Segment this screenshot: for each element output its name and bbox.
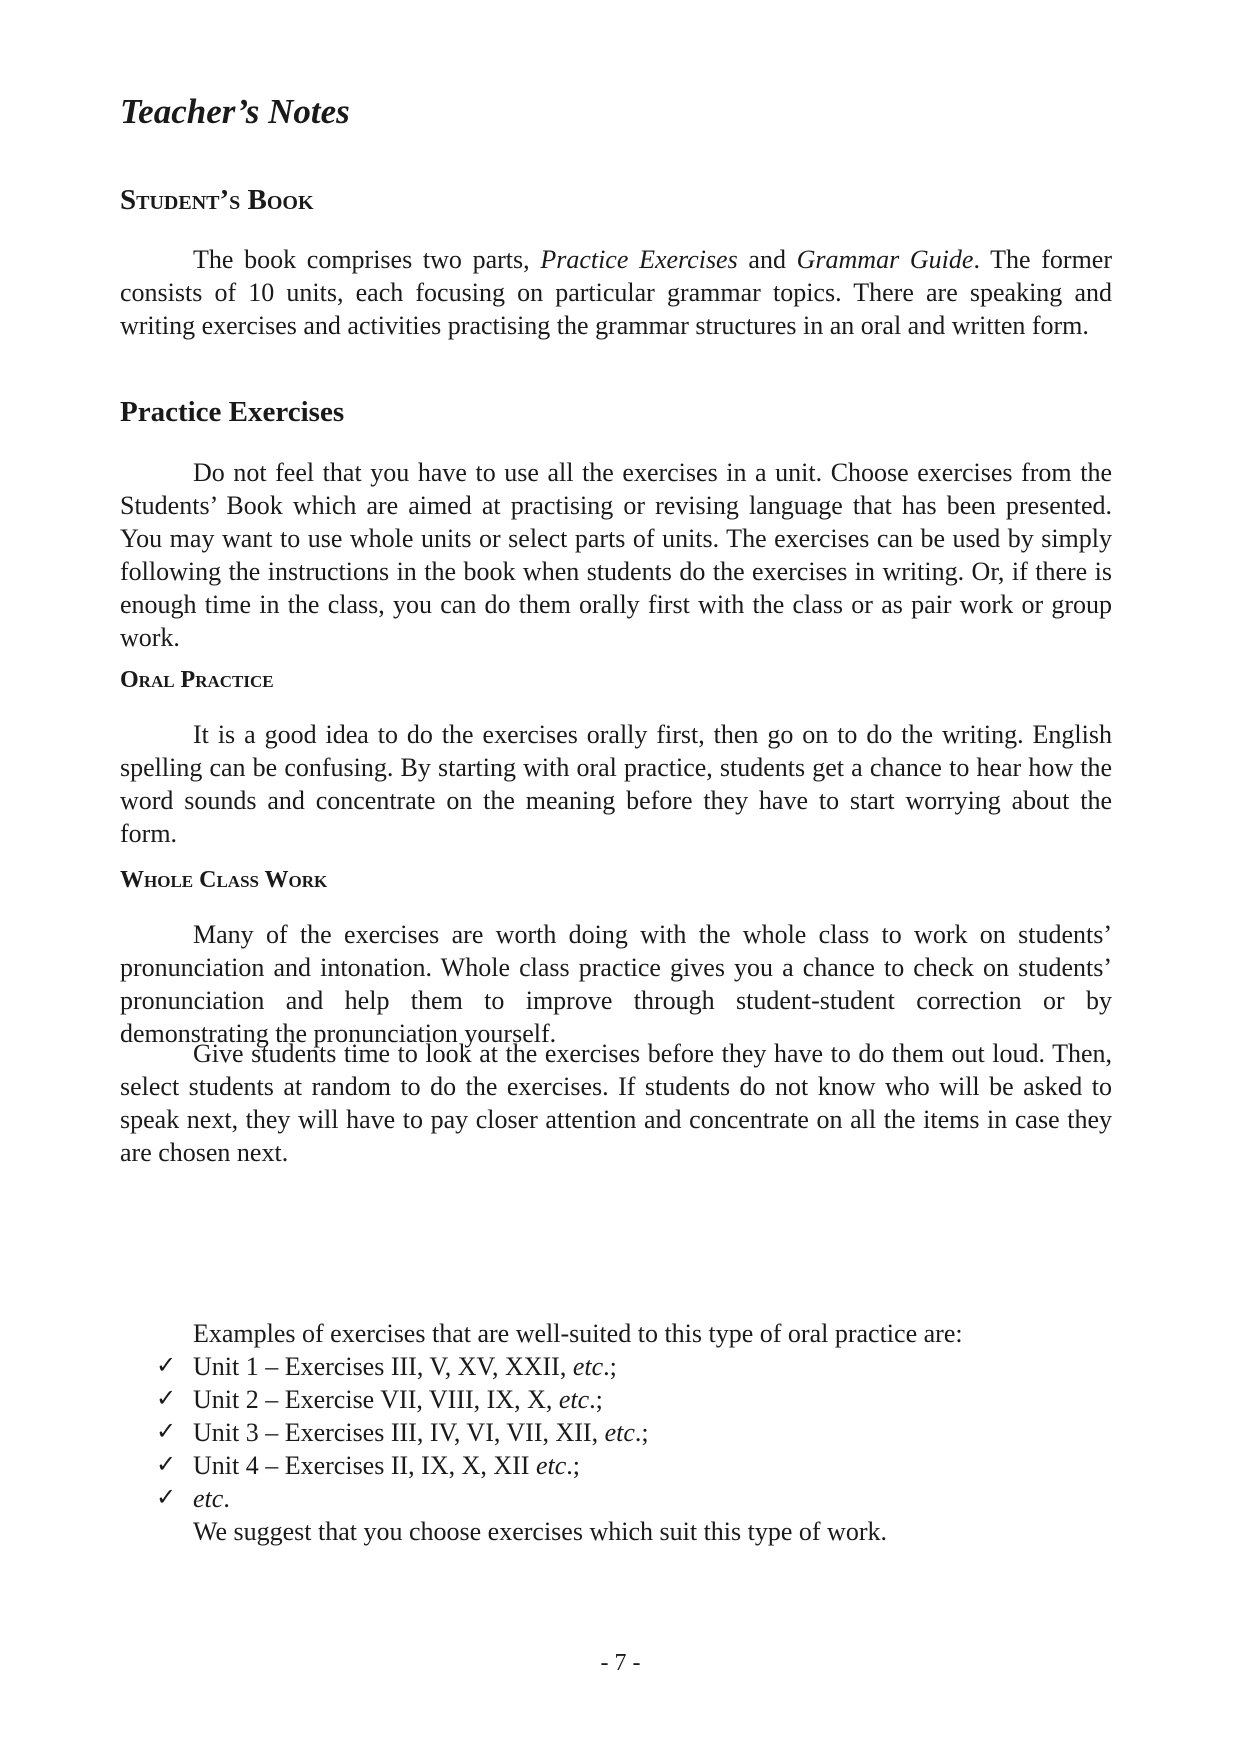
grammar-guide-term: Grammar Guide bbox=[796, 245, 974, 274]
list-item: ✓ Unit 2 – Exercise VII, VIII, IX, X, etc.; bbox=[156, 1385, 603, 1414]
checkmark-icon: ✓ bbox=[156, 1452, 177, 1478]
oral-practice-paragraph: It is a good idea to do the exercises orally first, then go on to do the writing. English spelling can be confusing. By starting with oral practice, students get a chance to hear how the word sounds and concentrate on the meaning before they have to start worrying about the form. bbox=[120, 720, 1112, 848]
list-item: ✓ Unit 1 – Exercises III, V, XV, XXII, etc.; bbox=[156, 1352, 617, 1381]
closing-line: We suggest that you choose exercises which suit this type of work. bbox=[193, 1517, 887, 1546]
page-title: Teacher’s Notes bbox=[120, 92, 350, 131]
page-number: - 7 - bbox=[600, 1650, 641, 1676]
examples-list bbox=[156, 1350, 649, 1515]
practice-exercises-term: Practice Exercises bbox=[540, 245, 738, 274]
whole-class-paragraph-2: Give students time to look at the exercises before they have to do them out loud. Then, select students at random to do the exercises. If students do not know who will be asked to speak next, they will have to pay closer attention and concentrate on all the items in case they are chosen next. bbox=[120, 1039, 1112, 1167]
students-book-heading: Student’s Book bbox=[120, 184, 314, 216]
oral-practice-heading: Oral Practice bbox=[120, 667, 274, 693]
whole-class-paragraph-1: Many of the exercises are worth doing with the whole class to work on students’ pronunciation and intonation. Whole class practice gives you a chance to check on students’ pronunciation and help them to improve through student-student correction or by demonstrating the pronunciation yourself. bbox=[120, 920, 1112, 1048]
checkmark-icon: ✓ bbox=[156, 1386, 177, 1412]
checkmark-icon: ✓ bbox=[156, 1353, 177, 1379]
list-item: ✓ Unit 3 – Exercises III, IV, VI, VII, XII, etc.; bbox=[156, 1418, 649, 1447]
examples-intro: Examples of exercises that are well-suited to this type of oral practice are: bbox=[193, 1319, 963, 1348]
practice-exercises-paragraph: Do not feel that you have to use all the exercises in a unit. Choose exercises from the Students’ Book which are aimed at practising or revising language that has been presented. You may want to use whole units or select parts of units. The exercises can be used by simply following the instructions in the book when students do the exercises in writing. Or, if there is enough time in the class, you can do them orally first with the class or as pair work or group work. bbox=[120, 458, 1112, 652]
list-item: ✓ etc. bbox=[156, 1484, 230, 1513]
list-item: ✓ Unit 4 – Exercises II, IX, X, XII etc.; bbox=[156, 1451, 581, 1480]
checkmark-icon: ✓ bbox=[156, 1485, 177, 1511]
students-book-paragraph: The book comprises two parts, Practice Exercises and Grammar Guide. The former consists of 10 units, each focusing on particular grammar topics. There are speaking and writing exercises and activities practising the grammar structures in an oral and written form. bbox=[120, 245, 1112, 340]
checkmark-icon: ✓ bbox=[156, 1419, 177, 1445]
whole-class-work-heading: Whole Class Work bbox=[120, 867, 328, 893]
practice-exercises-heading: Practice Exercises bbox=[120, 396, 345, 428]
